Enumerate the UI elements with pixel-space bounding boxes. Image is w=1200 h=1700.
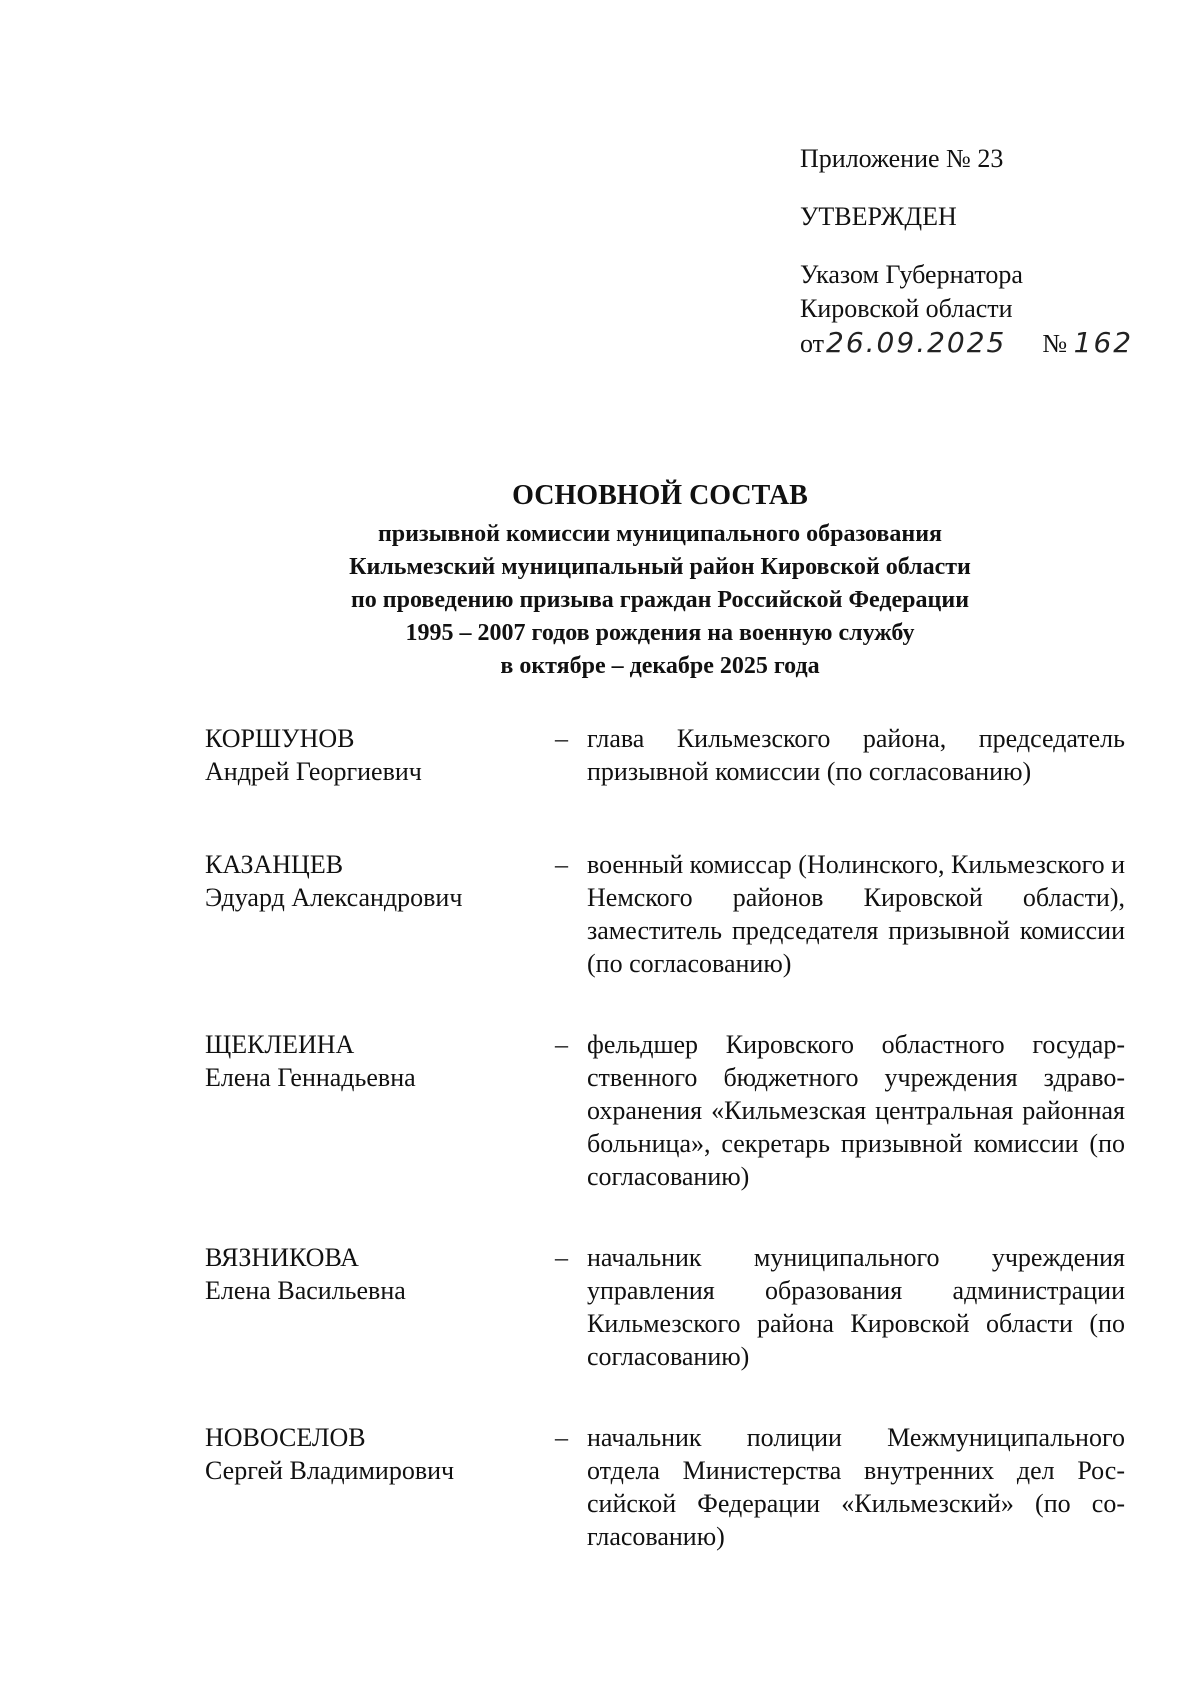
member-given-names: Елена Геннадьевна [205,1063,416,1092]
title-line-4: 1995 – 2007 годов рождения на военную службу [405,620,915,646]
member-entry [205,1241,1125,1373]
member-dash: – [555,724,568,753]
title-line-2: Кильмезский муниципальный район Кировской области [349,554,971,580]
member-entry [205,1028,1125,1193]
member-surname: КАЗАНЦЕВ [205,850,344,879]
member-name [205,1241,555,1373]
member-entry [205,1421,1125,1553]
handwritten-number: 162 [1073,326,1134,359]
member-dash: – [555,1030,568,1059]
member-surname: КОРШУНОВ [205,724,355,753]
member-name [205,1421,555,1553]
member-role: военный комиссар (Нолинского, Кильмезского и Немского районов Кировской области), заместитель председателя призывной комиссии (по согласованию) [587,850,1126,978]
member-name [205,848,555,980]
decree-line-2: Кировской области [800,294,1013,323]
title-line-5: в октябре – декабре 2025 года [500,653,820,679]
decree-date-line [800,326,1140,361]
member-entry [205,722,1125,788]
from-prefix: от [800,329,825,358]
approved-label: УТВЕРЖДЕН [800,202,957,231]
title-main: ОСНОВНОЙ СОСТАВ [512,480,808,511]
handwritten-date: 26.09.2025 [826,326,1007,359]
title-line-1: призывной комиссии муниципального образования [377,521,943,547]
title-line-3: по проведению призыва граждан Российской Федерации [350,587,970,613]
approval-block [800,142,1140,361]
member-role: начальник полиции Межмуниципального отдела Министерства внутренних дел Российской Федерации «Кильмезский» (по согласованию) [587,1423,1125,1551]
member-entry [205,848,1125,980]
member-given-names: Эдуард Александрович [205,883,463,912]
member-role: глава Кильмезского района, председатель призывной комиссии (по согласованию) [587,724,1125,786]
member-surname: ЩЕКЛЕИНА [205,1030,355,1059]
appendix-label: Приложение № 23 [800,144,1004,173]
member-dash: – [555,1243,568,1272]
member-name [205,1028,555,1193]
member-name [205,722,555,788]
member-dash: – [555,1423,568,1452]
member-surname: ВЯЗНИКОВА [205,1243,359,1272]
number-prefix: № [1042,329,1068,358]
member-surname: НОВОСЕЛОВ [205,1423,366,1452]
document-title [190,478,1130,683]
decree-line-1: Указом Губернатора [800,260,1023,289]
member-given-names: Елена Васильевна [205,1276,406,1305]
member-dash: – [555,850,568,879]
member-given-names: Сергей Владимирович [205,1456,455,1485]
member-given-names: Андрей Георгиевич [205,757,422,786]
member-role: фельдшер Кировского областного государственного бюджетного учреждения здравоохранения «Кильмезская центральная районная больница», секретарь призывной комиссии (по согласованию) [587,1030,1125,1191]
members-list [205,722,1125,1601]
member-role: начальник муниципального учреждения управления образования администрации Кильмезского района Кировской области (по согласованию) [587,1243,1125,1371]
